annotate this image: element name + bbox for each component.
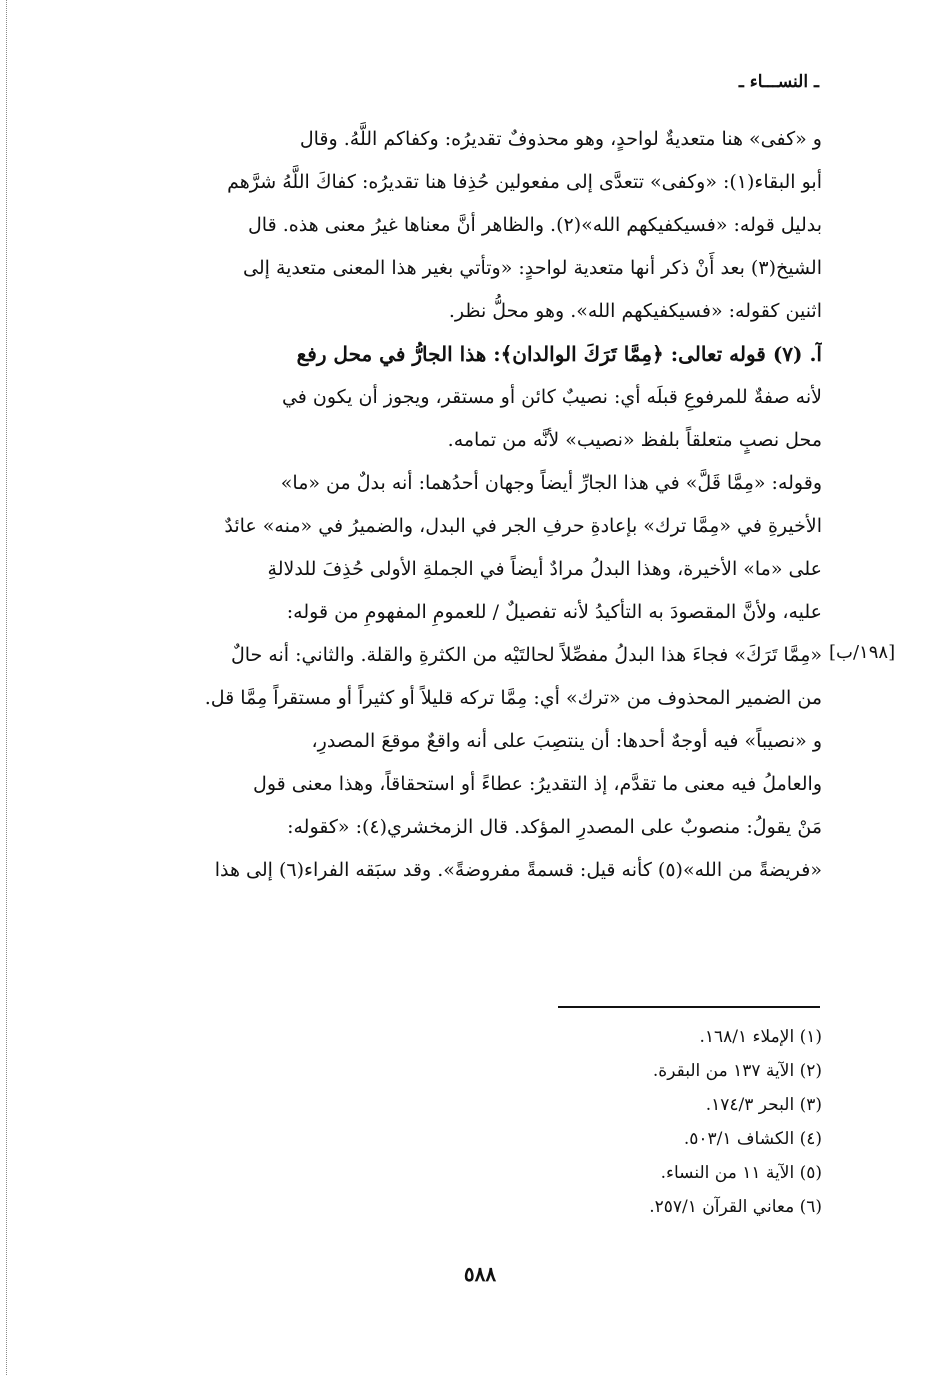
page-edge-dotted-line	[6, 0, 7, 1375]
footnote-item: (٥) الآية ١١ من النساء.	[660, 1163, 822, 1183]
footnote-item: (٣) البحر ١٧٤/٣.	[705, 1095, 822, 1115]
footnote-item: (٦) معاني القرآن ٢٥٧/١.	[649, 1197, 822, 1217]
text-line: لأنه صفةٌ للمرفوعِ قبلَه أي: نصيبٌ كائن أو مستقر، ويجوز أن يكون في	[281, 386, 822, 408]
main-text-block	[128, 118, 822, 892]
verse-heading-line: آ. (٧) قوله تعالى: ﴿مِمَّا تَرَكَ الوالدان﴾: هذا الجارُّ في محل رفع	[296, 342, 822, 366]
footnote-separator	[558, 1006, 820, 1008]
text-line: و «كفى» هنا متعديةٌ لواحدٍ، وهو محذوفٌ تقديرُه: وكفاكم اللَّهُ. وقال	[299, 128, 822, 150]
manuscript-folio-marker: [١٩٨/ب]	[829, 642, 896, 663]
footnote-item: (٤) الكشاف ٥٠٣/١.	[683, 1129, 822, 1149]
text-line: مَنْ يقولُ: منصوبٌ على المصدرِ المؤكد. قال الزمخشري(٤): «كقوله:	[287, 816, 822, 838]
text-line: محل نصبٍ متعلقاً بلفظ «نصيب» لأنَّه من تمامه.	[447, 429, 822, 451]
text-line: والعاملُ فيه معنى ما تقدَّم، إذ التقديرُ: عطاءً أو استحقاقاً، وهذا معنى قول	[253, 773, 822, 795]
text-line: بدليل قوله: «فسيكفيكهم الله»(٢). والظاهر أنَّ معناها غيرُ معنى هذه. قال	[248, 214, 822, 236]
text-line: على «ما» الأخيرة، وهذا البدلُ مرادٌ أيضاً في الجملةِ الأولى حُذِفَ للدلالةِ	[267, 558, 822, 580]
text-line: من الضمير المحذوف من «ترك» أي: مِمَّا تركه قليلاً أو كثيراً أو مستقراً مِمَّا قل.	[204, 687, 822, 709]
page-number: ٥٨٨	[463, 1262, 497, 1286]
text-line: «فريضةً من الله»(٥) كأنه قيل: قسمةً مفروضةً». وقد سبَقه الفراء(٦) إلى هذا	[214, 859, 822, 881]
footnote-item: (٢) الآية ١٣٧ من البقرة.	[652, 1061, 822, 1081]
text-line: اثنين كقوله: «فسيكفيكهم الله». وهو محلُّ نظر.	[448, 300, 822, 322]
running-header: ـ النســـاء ـ	[738, 72, 819, 92]
footnotes-list	[422, 1020, 822, 1224]
text-line: وقوله: «مِمَّا قَلَّ» في هذا الجارِّ أيضاً وجهان أحدُهما: أنه بدلٌ من «ما»	[280, 472, 822, 494]
text-line: و «نصيباً» فيه أوجهٌ أحدها: أن ينتصِبَ على أنه واقعٌ موقعَ المصدرِ،	[311, 730, 822, 752]
text-line: الأخيرةِ في «مِمَّا ترك» بإعادةِ حرفِ الجر في البدل، والضميرُ في «منه» عائدٌ	[224, 515, 822, 537]
text-line: الشيخ(٣) بعد أَنْ ذكر أنها متعدية لواحدٍ: «وتأتي بغير هذا المعنى متعدية إلى	[243, 257, 822, 279]
text-line: أبو البقاء(١): «وكفى» تتعدَّى إلى مفعولين حُذِفا هنا تقديرُه: كفاكَ اللَّهُ شرَّهم	[227, 171, 822, 193]
text-line: عليه، ولأنَّ المقصودَ به التأكيدُ لأنه تفصيلٌ / للعمومِ المفهومِ من قوله:	[286, 601, 822, 623]
text-line: «مِمَّا تَرَكَ» فجاءَ هذا البدلُ مفصِّلاً لحالتَيْه من الكثرةِ والقلة. والثاني: أنه حالٌ	[230, 644, 822, 666]
footnote-item: (١) الإملاء ١٦٨/١.	[699, 1027, 822, 1047]
